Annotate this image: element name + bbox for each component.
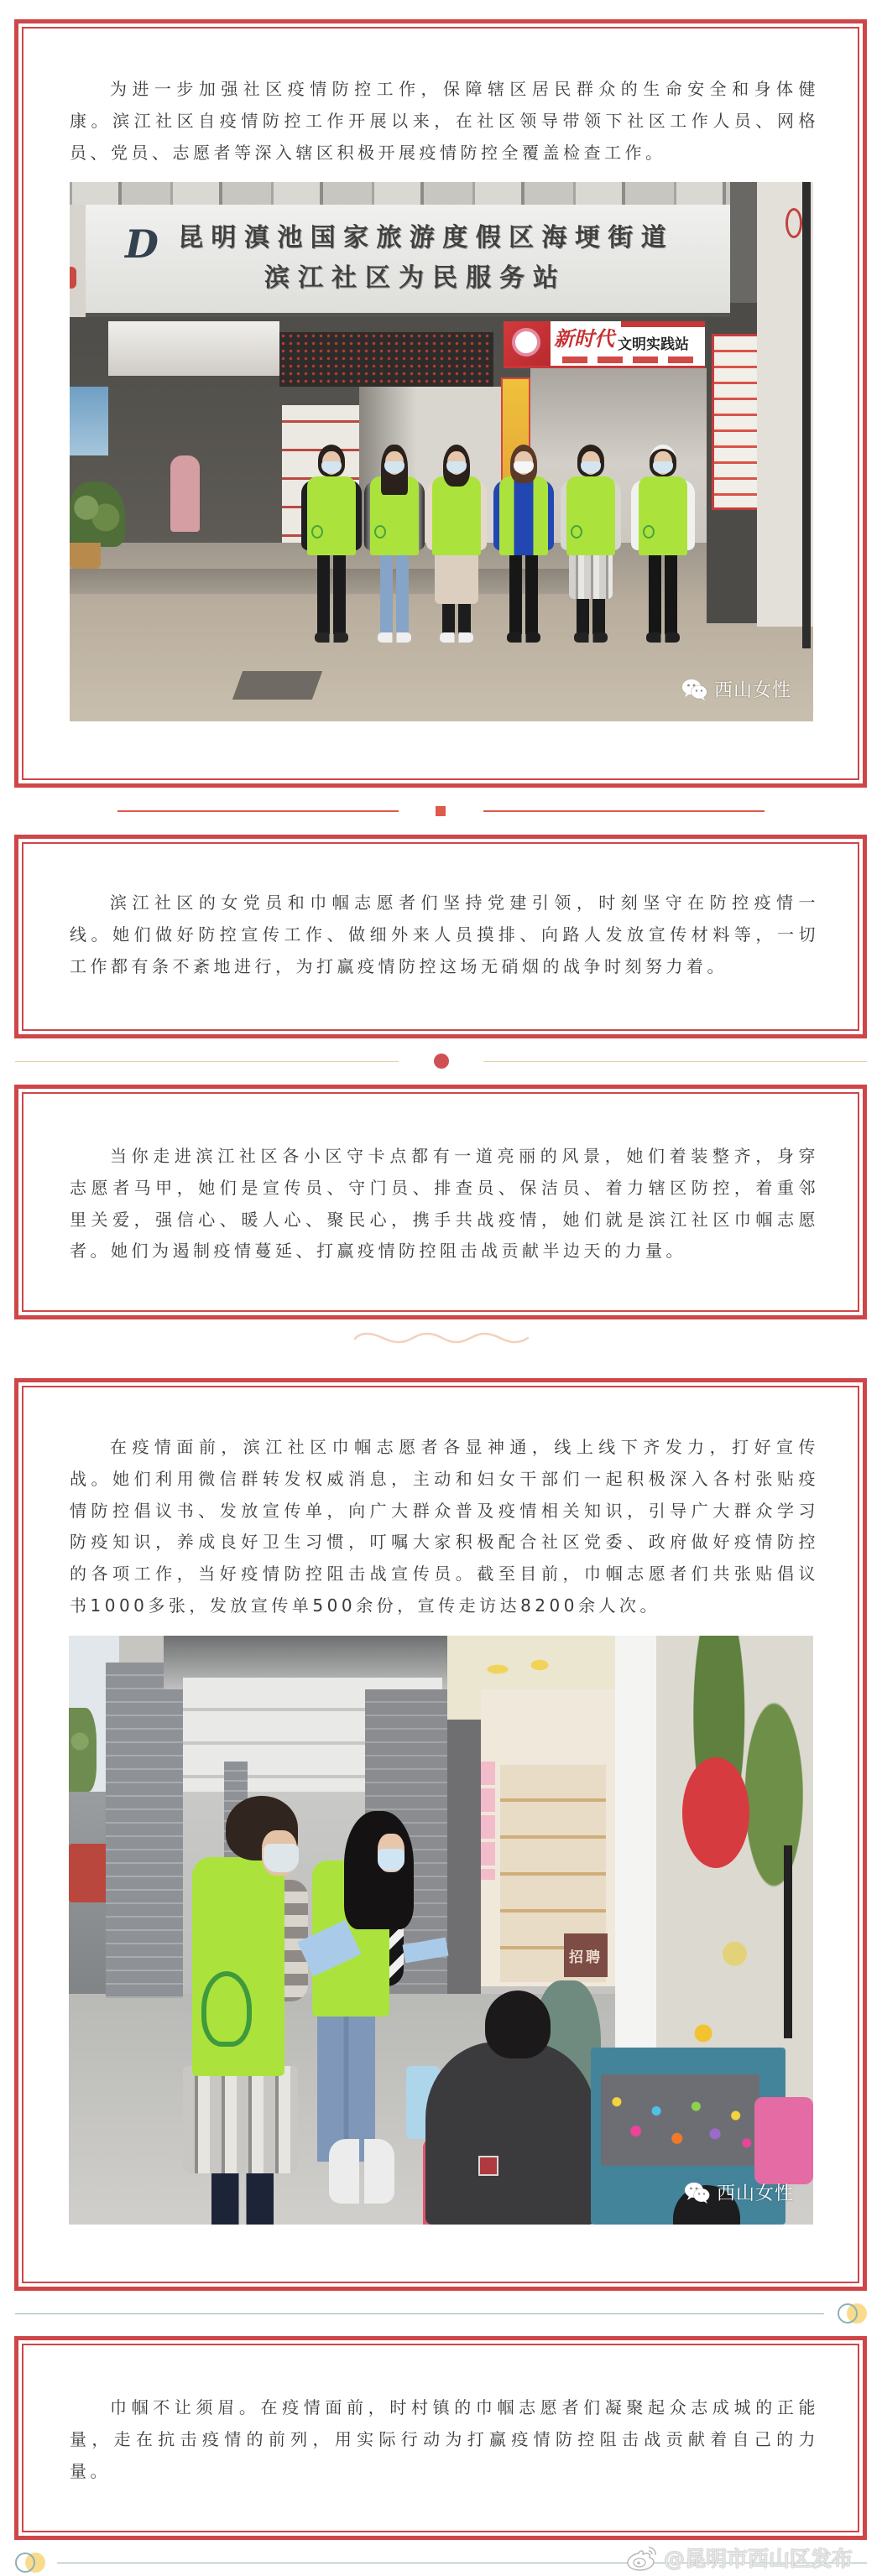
- paragraph-line: 书1000多张，发放宣传单500余份，宣传走访达8200余人次。: [70, 1595, 660, 1616]
- volunteer-2-hair: [344, 1811, 414, 1929]
- green-vest: [307, 476, 356, 555]
- led-banner: [279, 332, 493, 387]
- paragraph-line: 的各项工作，当好疫情防控阻击战宣传员。截至目前，巾帼志愿者们共张贴倡议: [70, 1564, 819, 1585]
- pink-bag: [754, 2097, 813, 2184]
- face-mask: [264, 1844, 299, 1872]
- photo-volunteers-distributing-leaflets[interactable]: [69, 1636, 813, 2225]
- person-shoes: [646, 632, 680, 643]
- weibo-watermark: [625, 2542, 853, 2573]
- paragraph-2: [70, 887, 819, 982]
- paragraph-line: 防疫知识，养成良好卫生习惯，叮嘱大家积极配合社区党委、政府做好疫情防控: [70, 1532, 819, 1553]
- divider-line-left: [117, 810, 399, 812]
- wechat-icon: [684, 2181, 711, 2204]
- manhole-cover: [232, 671, 322, 700]
- green-vest: [432, 476, 481, 555]
- resident-dark-hoodie: [425, 2042, 596, 2225]
- photo-volunteers-at-service-station[interactable]: [70, 182, 813, 721]
- person-shoes: [507, 632, 540, 643]
- volunteer-person: [425, 445, 488, 646]
- divider-line-right: [483, 810, 765, 812]
- paragraph-5: [70, 2392, 819, 2487]
- photo-watermark: [681, 676, 791, 702]
- vest-logo-icon: [571, 525, 582, 539]
- paragraph-line: 里关爱，强信心、暖人心、聚民心，携手共战疫情，她们就是滨江社区巾帼志愿: [70, 1209, 819, 1230]
- door-handle: [784, 1845, 792, 2038]
- green-vest: [499, 476, 548, 555]
- civilization-practice-sign: [504, 321, 705, 368]
- vest-logo-icon: [311, 525, 323, 539]
- face-mask: [581, 461, 601, 473]
- person-shoes: [315, 632, 348, 643]
- paragraph-line: 志愿者马甲，她们是宣传员、守门员、排查员、保洁员、着力辖区防控，着重邻: [70, 1177, 819, 1198]
- wave-divider-icon: [354, 1331, 529, 1345]
- paragraph-3: [70, 1141, 819, 1267]
- sub-sign-title: 新时代: [554, 327, 614, 351]
- sign-line-2: 滨江社区为民服务站: [264, 263, 566, 293]
- white-column: [615, 1636, 656, 2051]
- left-red-mark: [70, 267, 76, 289]
- paragraph-line: 情防控倡议书、发放宣传单，向广大群众普及疫情相关知识，引导广大群众学习: [70, 1500, 819, 1521]
- paragraph-1: [70, 74, 819, 169]
- street-pole: [802, 182, 811, 648]
- paragraph-line: 在疫情面前，滨江社区巾帼志愿者各显神通，线上线下齐发力，打好宣传: [110, 1437, 819, 1457]
- district-logo: D: [125, 221, 159, 267]
- street-trees: [69, 1708, 97, 1792]
- teal-ring-icon: [15, 2553, 35, 2573]
- potted-plant: [70, 481, 125, 547]
- paragraph-line: 员、党员、志愿者等深入辖区积极开展疫情防控全覆盖检查工作。: [70, 142, 666, 163]
- person-legs: [649, 554, 677, 634]
- paragraph-line: 量。: [70, 2460, 111, 2481]
- paragraph-line: 线。她们做好防控宣传工作、做细外来人员摸排、向路人发放宣传材料等，一切: [70, 924, 819, 945]
- sign-pill-row: [562, 356, 697, 363]
- paragraph-line: 量，走在抗击疫情的前列，用实际行动为打赢疫情防控阻击战贡献着自己的力: [70, 2428, 819, 2449]
- volunteer-person: [300, 445, 363, 646]
- person-legs: [317, 554, 346, 634]
- face-mask: [321, 461, 342, 473]
- photo-watermark: [684, 2179, 794, 2205]
- vest-logo-icon: [374, 525, 386, 539]
- watermark-text: 西山女性: [714, 680, 792, 701]
- red-lantern: [682, 1757, 749, 1868]
- watermark-text: 西山女性: [717, 2183, 795, 2204]
- community-emblem-icon: [512, 328, 540, 356]
- teal-ring-icon: [838, 2303, 858, 2324]
- volunteer-1-skirt: [183, 2066, 298, 2173]
- far-right-red-symbol: [785, 208, 802, 238]
- face-mask: [384, 461, 404, 473]
- paragraph-line: 巾帼不让须眉。在疫情面前，时村镇的巾帼志愿者们凝聚起众志成城的正能: [110, 2397, 819, 2417]
- vest-logo-icon: [201, 1971, 252, 2047]
- person-shoes: [378, 632, 411, 643]
- divider-line-left: [15, 1061, 399, 1062]
- red-top-bar: [621, 321, 705, 327]
- paragraph-line: 康。滨江社区自疫情防控工作开展以来，在社区领导带领下社区工作人员、网格: [70, 110, 819, 131]
- person-legs: [380, 554, 409, 634]
- face-mask: [378, 1849, 404, 1871]
- paragraph-line: 为进一步加强社区疫情防控工作，保障辖区居民群众的生命安全和身体健: [110, 79, 819, 99]
- upper-right-wall: [730, 182, 757, 303]
- weibo-icon: [625, 2543, 659, 2572]
- shop-frame: [447, 1720, 481, 1994]
- divider-line: [15, 2313, 824, 2314]
- resident-hair: [485, 1991, 551, 2058]
- person-shoes: [440, 632, 473, 643]
- vest-logo-icon: [643, 525, 655, 539]
- divider-dot-icon: [434, 1054, 449, 1069]
- green-vest: [566, 476, 615, 555]
- face-mask: [446, 461, 467, 473]
- wechat-icon: [681, 678, 708, 701]
- volunteer-2-shoes: [329, 2139, 394, 2204]
- person-legs: [509, 554, 538, 634]
- blue-poster-board: [70, 387, 108, 455]
- paragraph-line: 者。她们为遏制疫情蔓延、打赢疫情防控阻击战贡献半边天的力量。: [70, 1241, 686, 1262]
- divider-square-icon: [436, 806, 446, 816]
- volunteer-person: [492, 445, 556, 646]
- recruitment-sign: [564, 1933, 608, 1977]
- paragraph-4: [70, 1432, 819, 1622]
- green-vest: [639, 476, 687, 555]
- volunteer-person: [559, 445, 623, 646]
- divider-line-right: [483, 1061, 867, 1062]
- shop-sign-text: 招聘: [569, 1949, 603, 1966]
- service-station-sign: [86, 205, 730, 317]
- pink-notices: [481, 1762, 495, 1880]
- tiled-pillar: [106, 1663, 183, 1998]
- paragraph-line: 工作都有条不紊地进行，为打赢疫情防控这场无硝烟的战争时刻努力着。: [70, 955, 728, 976]
- volunteer-person: [363, 445, 426, 646]
- person-shoes: [574, 632, 608, 643]
- paragraph-line: 滨江社区的女党员和巾帼志愿者们坚持党建引领，时刻坚守在防控疫情一: [110, 892, 819, 913]
- sign-line-1: 昆明滇池国家旅游度假区海埂街道: [178, 223, 674, 252]
- paragraph-line: 当你走进滨江社区各小区守卡点都有一道亮丽的风景，她们着装整齐，身穿: [110, 1146, 819, 1166]
- toy-table-surface: [601, 2074, 759, 2166]
- hoodie-patch: [478, 2156, 498, 2176]
- face-mask: [653, 461, 673, 473]
- plant-pot: [70, 543, 101, 569]
- paragraph-line: 战。她们利用微信群转发权威消息，主动和妇女干部们一起积极深入各村张贴疫: [70, 1468, 819, 1489]
- sub-sign-subtitle: 文明实践站: [618, 336, 689, 353]
- building-upper-windows: [70, 182, 813, 207]
- face-mask: [514, 461, 534, 473]
- bulletin-board: [712, 334, 763, 510]
- pedestrian-background: [170, 455, 200, 532]
- volunteer-person: [631, 445, 695, 646]
- ceiling-left: [108, 321, 279, 376]
- weibo-watermark-text: @昆明市西山区发布: [664, 2547, 853, 2571]
